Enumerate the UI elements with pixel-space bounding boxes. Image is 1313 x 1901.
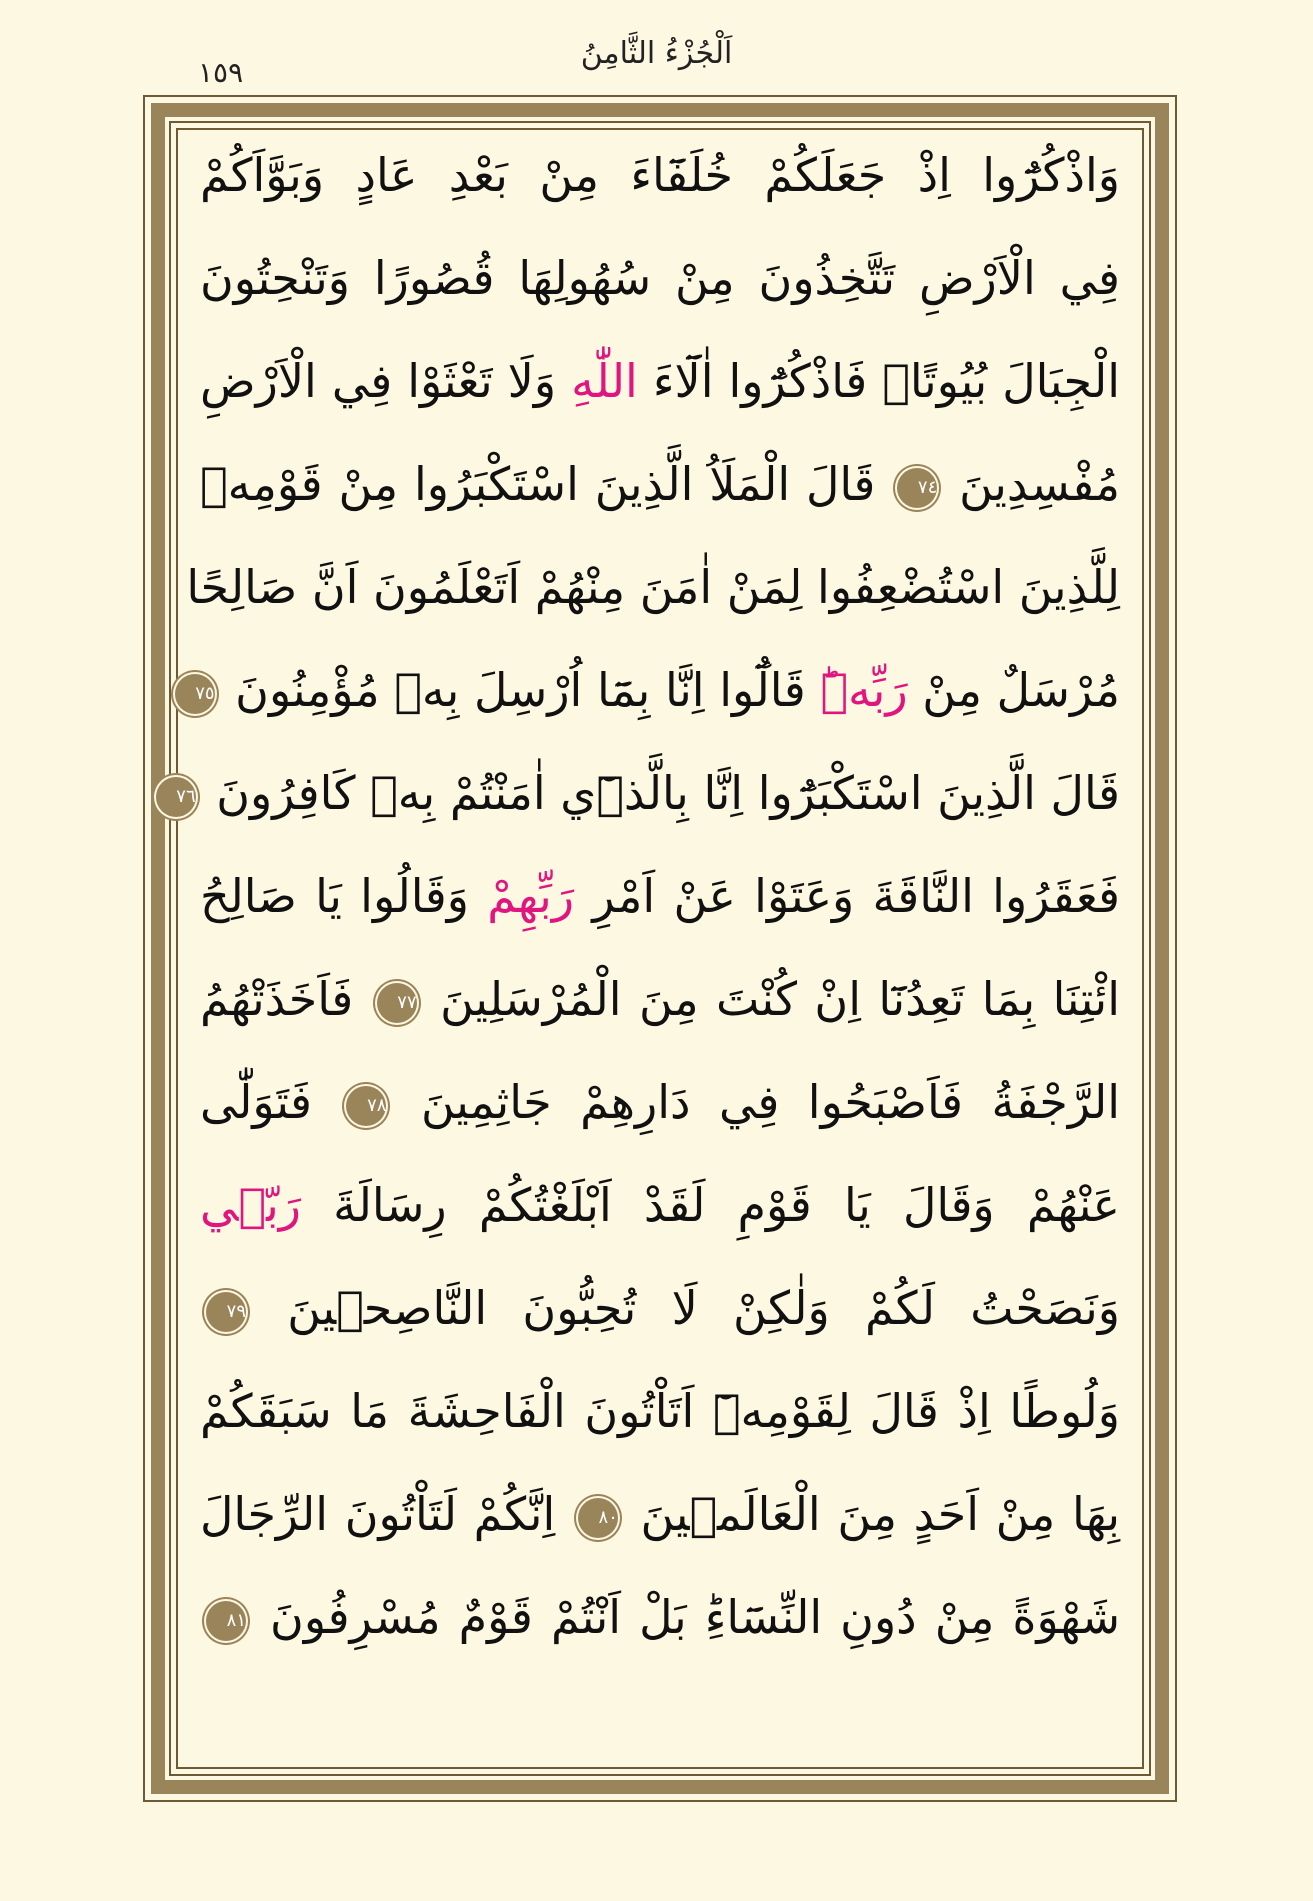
- verse-text: عَنْهُمْ وَقَالَ يَا قَوْمِ لَقَدْ اَبْلَغْتُكُمْ رِسَالَةَ: [300, 1178, 1120, 1232]
- text-line: [186, 542, 1120, 632]
- text-line: [200, 1160, 1120, 1250]
- divine-name: رَبِّه۪ؕ: [820, 663, 908, 717]
- verse-text: وَلَا تَعْثَوْا فِي الْاَرْضِ: [200, 354, 572, 408]
- text-line: [200, 1572, 1120, 1662]
- verse-text: قَالَ الْمَلَاُ الَّذِينَ اسْتَكْبَرُوا مِنْ قَوْمِه۪: [200, 457, 892, 511]
- verse-text: فَعَقَرُوا النَّاقَةَ وَعَتَوْا عَنْ اَمْرِ: [574, 869, 1120, 923]
- text-line: [200, 439, 1120, 529]
- verse-text: بِهَا مِنْ اَحَدٍ مِنَ الْعَالَم۪ينَ: [623, 1487, 1120, 1541]
- divine-name: اللّٰهِ: [571, 354, 638, 408]
- text-line: [200, 233, 1120, 323]
- verse-text: فِي الْاَرْضِ تَتَّخِذُونَ مِنْ سُهُولِهَا قُصُورًا وَتَنْحِتُونَ: [200, 251, 1120, 305]
- ayah-number-marker: ٧٨: [346, 1086, 386, 1126]
- divine-name: رَبِّهِمْ: [487, 869, 575, 923]
- verse-text: شَهْوَةً مِنْ دُونِ النِّسَٓاءِؕ بَلْ اَنْتُمْ قَوْمٌ مُسْرِفُونَ: [252, 1590, 1120, 1644]
- text-line: [200, 1469, 1120, 1559]
- quran-text-block: [176, 130, 1121, 1750]
- verse-text: الْجِبَالَ بُيُوتًاۚ فَاذْكُرُٓوا اٰلَٓاءَ: [637, 354, 1121, 408]
- text-line: [200, 954, 1120, 1044]
- ayah-number-marker: ٨١: [206, 1601, 246, 1641]
- ayah-number-marker: ٧٦: [156, 777, 196, 817]
- text-line: [200, 1057, 1120, 1147]
- text-line: [200, 1263, 1120, 1353]
- ayah-number-marker: ٧٥: [175, 674, 215, 714]
- page-number: ١٥٩: [198, 56, 244, 89]
- text-line: [200, 851, 1120, 941]
- verse-text: وَاذْكُرُٓوا اِذْ جَعَلَكُمْ خُلَفَٓاءَ مِنْ بَعْدِ عَادٍ وَبَوَّاَكُمْ: [200, 148, 1120, 202]
- verse-text: فَتَوَلّٰى: [200, 1075, 341, 1129]
- juz-title: اَلْجُزْءُ الثَّامِنُ: [580, 36, 733, 71]
- verse-text: لِلَّذِينَ اسْتُضْعِفُوا لِمَنْ اٰمَنَ مِنْهُمْ اَتَعْلَمُونَ اَنَّ صَالِحًا: [186, 560, 1120, 614]
- verse-text: مُرْسَلٌ مِنْ: [907, 663, 1120, 717]
- ayah-number-marker: ٧٩: [206, 1292, 246, 1332]
- verse-text: فَاَخَذَتْهُمُ: [200, 972, 371, 1026]
- verse-text: الرَّجْفَةُ فَاَصْبَحُوا فِي دَارِهِمْ جَاثِمِينَ: [392, 1075, 1120, 1129]
- ayah-number-marker: ٧٧: [377, 983, 417, 1023]
- text-line: [200, 1366, 1120, 1456]
- verse-text: وَنَصَحْتُ لَكُمْ وَلٰكِنْ لَا تُحِبُّونَ النَّاصِح۪ينَ: [252, 1281, 1120, 1335]
- verse-text: وَلُوطًا اِذْ قَالَ لِقَوْمِه۪ٓ اَتَاْتُونَ الْفَاحِشَةَ مَا سَبَقَكُمْ: [200, 1384, 1120, 1438]
- divine-name: رَبّ۪ي: [200, 1178, 301, 1232]
- verse-text: قَالُٓوا اِنَّا بِمَٓا اُرْسِلَ بِه۪ مُؤْمِنُونَ: [220, 663, 821, 717]
- verse-text: وَقَالُوا يَا صَالِحُ: [200, 869, 488, 923]
- ayah-number-marker: ٨٠: [578, 1498, 618, 1538]
- page-header: [0, 30, 1313, 90]
- text-line: [195, 645, 1120, 735]
- text-line: [200, 130, 1120, 220]
- ayah-number-marker: ٧٤: [897, 468, 937, 508]
- verse-text: اِنَّكُمْ لَتَاْتُونَ الرِّجَالَ: [200, 1487, 572, 1541]
- text-line: [200, 336, 1120, 426]
- verse-text: مُفْسِدِينَ: [943, 457, 1120, 511]
- verse-text: قَالَ الَّذِينَ اسْتَكْبَرُٓوا اِنَّا بِالَّذ۪ٓي اٰمَنْتُمْ بِه۪ كَافِرُونَ: [201, 766, 1120, 820]
- text-line: [176, 748, 1120, 838]
- verse-text: ائْتِنَا بِمَا تَعِدُنَٓا اِنْ كُنْتَ مِنَ الْمُرْسَلِينَ: [422, 972, 1120, 1026]
